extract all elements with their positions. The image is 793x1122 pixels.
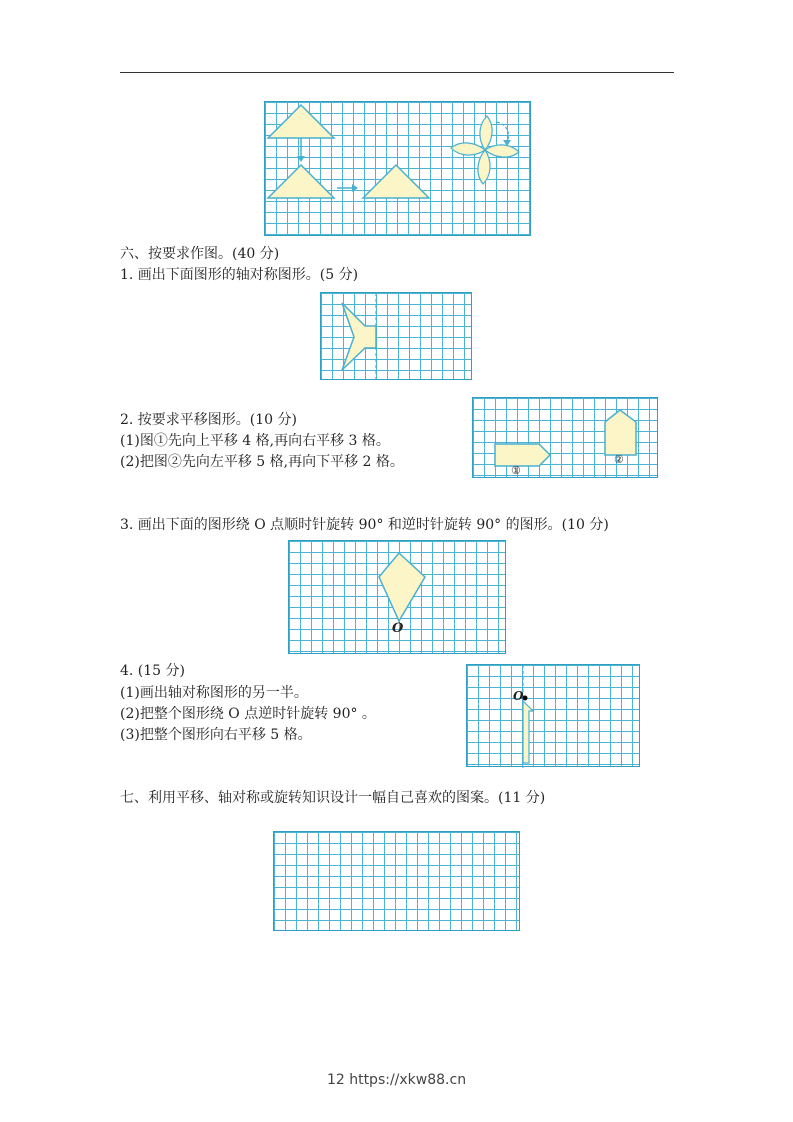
rotation-point-label: O [392, 621, 404, 636]
question-2-shapes [473, 398, 659, 479]
question-2-title: 2. 按要求平移图形。(10 分) [120, 412, 297, 428]
question-4-shape [467, 665, 641, 768]
top-rule [120, 72, 674, 73]
question-2-grid [472, 397, 658, 478]
kite-shape [379, 553, 425, 621]
design-grid [273, 831, 520, 931]
rotation-point-label: O [513, 689, 524, 703]
question-3-grid [288, 540, 506, 654]
triangle-shape-bottom-left [268, 165, 334, 198]
triangle-shape-top [268, 105, 334, 138]
half-arrow-shape [523, 701, 533, 763]
figure-1-shape [495, 444, 550, 466]
question-1-grid [320, 292, 472, 380]
arrow-down-head [297, 156, 305, 162]
figure-2-label: ② [614, 453, 624, 466]
example-figure-grid [264, 101, 531, 236]
arrow-right-head [352, 184, 358, 192]
pinwheel-shape [451, 116, 519, 184]
example-figure-shapes [265, 102, 532, 237]
question-2-line-2: (2)把图②先向左平移 5 格,再向下平移 2 格。 [120, 454, 404, 470]
question-4-line-2: (2)把整个图形绕 O 点逆时针旋转 90° 。 [120, 706, 376, 722]
question-4-line-3: (3)把整个图形向右平移 5 格。 [120, 727, 312, 743]
question-4-title: 4. (15 分) [120, 663, 185, 679]
question-1-text: 1. 画出下面图形的轴对称图形。(5 分) [120, 267, 359, 283]
question-2-line-1: (1)图①先向上平移 4 格,再向右平移 3 格。 [120, 433, 390, 449]
question-4-grid [466, 664, 640, 767]
question-1-shape [321, 293, 473, 381]
figure-1-label: ① [511, 464, 521, 477]
figure-2-shape [605, 410, 636, 455]
section-seven-title: 七、利用平移、轴对称或旋转知识设计一幅自己喜欢的图案。(11 分) [120, 790, 546, 806]
half-star-shape [342, 303, 376, 370]
question-3-text: 3. 画出下面的图形绕 O 点顺时针旋转 90° 和逆时针旋转 90° 的图形。(10 分) [120, 517, 609, 533]
page-footer: 12 https://xkw88.cn [326, 1072, 467, 1088]
rotation-arrow [497, 122, 509, 142]
section-six-title: 六、按要求作图。(40 分) [120, 246, 280, 262]
question-4-line-1: (1)画出轴对称图形的另一半。 [120, 685, 308, 701]
triangle-shape-bottom-right [363, 165, 429, 198]
